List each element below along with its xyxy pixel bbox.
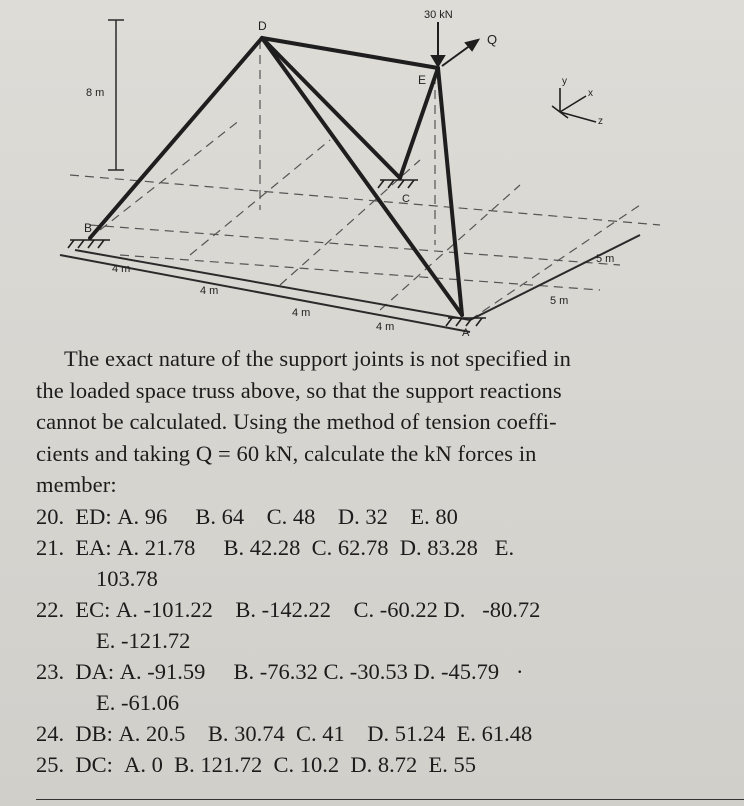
option-a[interactable]: A. -101.22 <box>116 596 213 622</box>
option-b[interactable]: B. 64 <box>195 503 245 529</box>
question-25 <box>36 749 736 780</box>
question-number: 24. <box>36 720 65 746</box>
member-name: DA: <box>75 658 115 684</box>
space-truss-figure <box>0 0 744 340</box>
question-21 <box>36 532 736 594</box>
caption-line: The exact nature of the support joints is not specified in <box>64 346 571 371</box>
joint-d-label: D <box>258 19 267 33</box>
option-e[interactable]: E. -121.72 <box>96 627 191 653</box>
question-22 <box>36 594 736 656</box>
option-d[interactable]: D. -80.72 <box>443 596 541 622</box>
joint-e-label: E <box>418 73 427 87</box>
question-number: 22. <box>36 596 65 622</box>
q-label: Q <box>487 32 498 47</box>
problem-text <box>36 343 736 780</box>
question-number: 21. <box>36 534 65 560</box>
height-label: 8 m <box>86 87 105 99</box>
option-e[interactable]: E. 61.48 <box>456 720 533 746</box>
question-number: 25. <box>36 751 65 777</box>
option-e-value[interactable]: 103.78 <box>96 565 158 591</box>
option-d[interactable]: D. -45.79 <box>413 658 500 684</box>
question-number: 20. <box>36 503 65 529</box>
caption-line: member: <box>36 472 117 497</box>
caption-line: the loaded space truss above, so that the support reactions <box>36 377 562 403</box>
option-b[interactable]: B. -76.32 <box>233 658 318 684</box>
dim-5m-2: 5 m <box>550 295 569 307</box>
option-a[interactable]: A. 0 <box>124 751 163 777</box>
caption-line: cannot be calculated. Using the method of tension coeffi- <box>36 409 557 434</box>
option-e[interactable]: E. 55 <box>428 751 477 777</box>
option-d[interactable]: D. 32 <box>337 503 388 529</box>
axis-z-label: z <box>598 116 603 127</box>
option-d[interactable]: D. 83.28 <box>399 534 478 560</box>
option-b[interactable]: B. 42.28 <box>223 534 301 560</box>
option-b[interactable]: B. -142.22 <box>235 596 332 622</box>
truss-diagram <box>0 0 744 340</box>
dim-4m-1: 4 m <box>112 263 131 275</box>
option-c[interactable]: C. 10.2 <box>273 751 340 777</box>
joint-c-label: C <box>402 193 410 205</box>
problem-statement <box>36 343 736 501</box>
option-e[interactable]: E. -61.06 <box>96 689 180 715</box>
option-d[interactable]: D. 8.72 <box>350 751 418 777</box>
member-name: DB: <box>75 720 113 746</box>
dim-4m-3: 4 m <box>292 307 311 319</box>
caption-line: cients and taking Q = 60 kN, calculate the kN forces in <box>36 440 537 466</box>
joint-b-label: B <box>84 221 93 235</box>
question-20 <box>36 501 736 532</box>
option-a[interactable]: A. -91.59 <box>119 658 206 684</box>
joint-a-label: A <box>462 327 470 339</box>
supports <box>68 180 486 326</box>
option-a[interactable]: A. 96 <box>117 503 168 529</box>
load-label: 30 kN <box>424 9 453 21</box>
question-24 <box>36 718 736 749</box>
option-c[interactable]: C. 48 <box>266 503 316 529</box>
option-b[interactable]: B. 30.74 <box>207 720 285 746</box>
axis-y-label: y <box>562 76 567 87</box>
dim-4m-2: 4 m <box>200 285 219 297</box>
truss-members <box>90 38 462 315</box>
load-arrow <box>432 22 444 66</box>
option-c[interactable]: C. -60.22 <box>353 596 438 622</box>
option-d[interactable]: D. 51.24 <box>367 720 446 746</box>
base-lines <box>60 235 640 332</box>
option-a[interactable]: A. 21.78 <box>117 534 196 560</box>
option-b[interactable]: B. 121.72 <box>174 751 263 777</box>
question-23 <box>36 656 736 718</box>
dim-5m-1: 5 m <box>596 253 615 265</box>
option-e[interactable]: E. <box>494 534 515 560</box>
q-arrow <box>442 40 478 66</box>
dim-4m-4: 4 m <box>376 321 395 333</box>
option-e[interactable]: E. 80 <box>410 503 458 529</box>
bottom-rule <box>36 799 744 800</box>
member-name: DC: <box>75 751 113 777</box>
option-c[interactable]: C. 41 <box>296 720 345 746</box>
axis-x-label: x <box>588 88 593 99</box>
member-name: EC: <box>75 596 111 622</box>
member-name: EA: <box>75 534 112 560</box>
option-a[interactable]: A. 20.5 <box>118 720 186 746</box>
stray-mark: · <box>516 658 524 684</box>
option-c[interactable]: C. 62.78 <box>311 534 389 560</box>
question-number: 23. <box>36 658 65 684</box>
option-c[interactable]: C. -30.53 <box>323 658 408 684</box>
member-name: ED: <box>75 503 112 529</box>
height-dimension <box>108 20 124 170</box>
